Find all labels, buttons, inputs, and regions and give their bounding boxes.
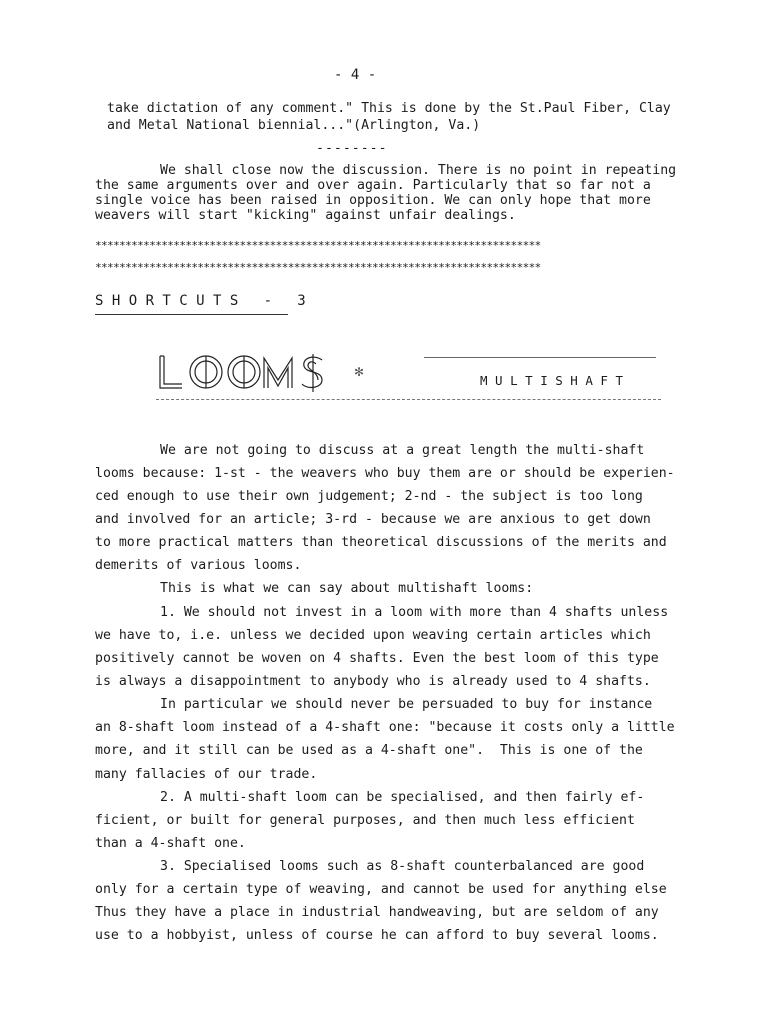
body-line: more, and it still can be used as a 4-shaft one". This is one of the	[95, 743, 643, 758]
star-divider-top: **************************************************************************	[95, 240, 541, 252]
body-line: In particular we should never be persuaded to buy for instance	[160, 697, 653, 712]
intro-line-2: and Metal National biennial..."(Arlington, Va.)	[107, 118, 481, 133]
body-line: an 8-shaft loom instead of a 4-shaft one: "because it costs only a little	[95, 720, 675, 735]
section-heading: S H O R T C U T S - 3	[95, 293, 306, 309]
body-line: 3. Specialised looms such as 8-shaft counterbalanced are good	[160, 859, 645, 874]
banner-bottom-rule	[156, 399, 661, 400]
body-line: demerits of various looms.	[95, 558, 302, 573]
body-line: and involved for an article; 3-rd - because we are anxious to get down	[95, 512, 651, 527]
body-line: is always a disappointment to anybody who is already used to 4 shafts.	[95, 674, 651, 689]
banner-logo	[156, 352, 336, 394]
star-divider-bottom: **************************************************************************	[95, 262, 541, 274]
body-line: looms because: 1-st - the weavers who buy them are or should be experien-	[95, 466, 675, 481]
body-line: than a 4-shaft one.	[95, 836, 246, 851]
section-divider: --------	[316, 141, 388, 156]
section-heading-underline	[95, 314, 288, 315]
banner-subtitle: M U L T I S H A F T	[480, 373, 623, 388]
body-line: many fallacies of our trade.	[95, 767, 318, 782]
body-line: use to a hobbyist, unless of course he can afford to buy several looms.	[95, 928, 659, 943]
body-line: we have to, i.e. unless we decided upon weaving certain articles which	[95, 628, 651, 643]
body-line: 2. A multi-shaft loom can be specialised, and then fairly ef-	[160, 790, 645, 805]
page-number: - 4 -	[334, 67, 377, 83]
body-line: ced enough to use their own judgement; 2-nd - the subject is too long	[95, 489, 643, 504]
body-line: This is what we can say about multishaft looms:	[160, 581, 534, 596]
body-line: 1. We should not invest in a loom with more than 4 shafts unless	[160, 605, 669, 620]
closing-line-3: single voice has been raised in opposition. We can only hope that more	[95, 193, 651, 208]
body-line: We are not going to discuss at a great length the multi-shaft	[160, 443, 645, 458]
closing-line-1: We shall close now the discussion. There is no point in repeating	[160, 163, 677, 178]
body-line: only for a certain type of weaving, and cannot be used for anything else	[95, 882, 667, 897]
banner-ornament-icon: ✻	[354, 365, 365, 379]
closing-line-4: weavers will start "kicking" against unfair dealings.	[95, 208, 516, 223]
logo-looms-icon	[156, 352, 336, 394]
body-line: ficient, or built for general purposes, and then much less efficient	[95, 813, 635, 828]
banner-top-rule	[424, 357, 656, 358]
body-line: positively cannot be woven on 4 shafts. Even the best loom of this type	[95, 651, 659, 666]
intro-line-1: take dictation of any comment." This is done by the St.Paul Fiber, Clay	[107, 101, 671, 116]
body-line: to more practical matters than theoretical discussions of the merits and	[95, 535, 667, 550]
closing-line-2: the same arguments over and over again. Particularly that so far not a	[95, 178, 651, 193]
body-line: Thus they have a place in industrial handweaving, but are seldom of any	[95, 905, 659, 920]
